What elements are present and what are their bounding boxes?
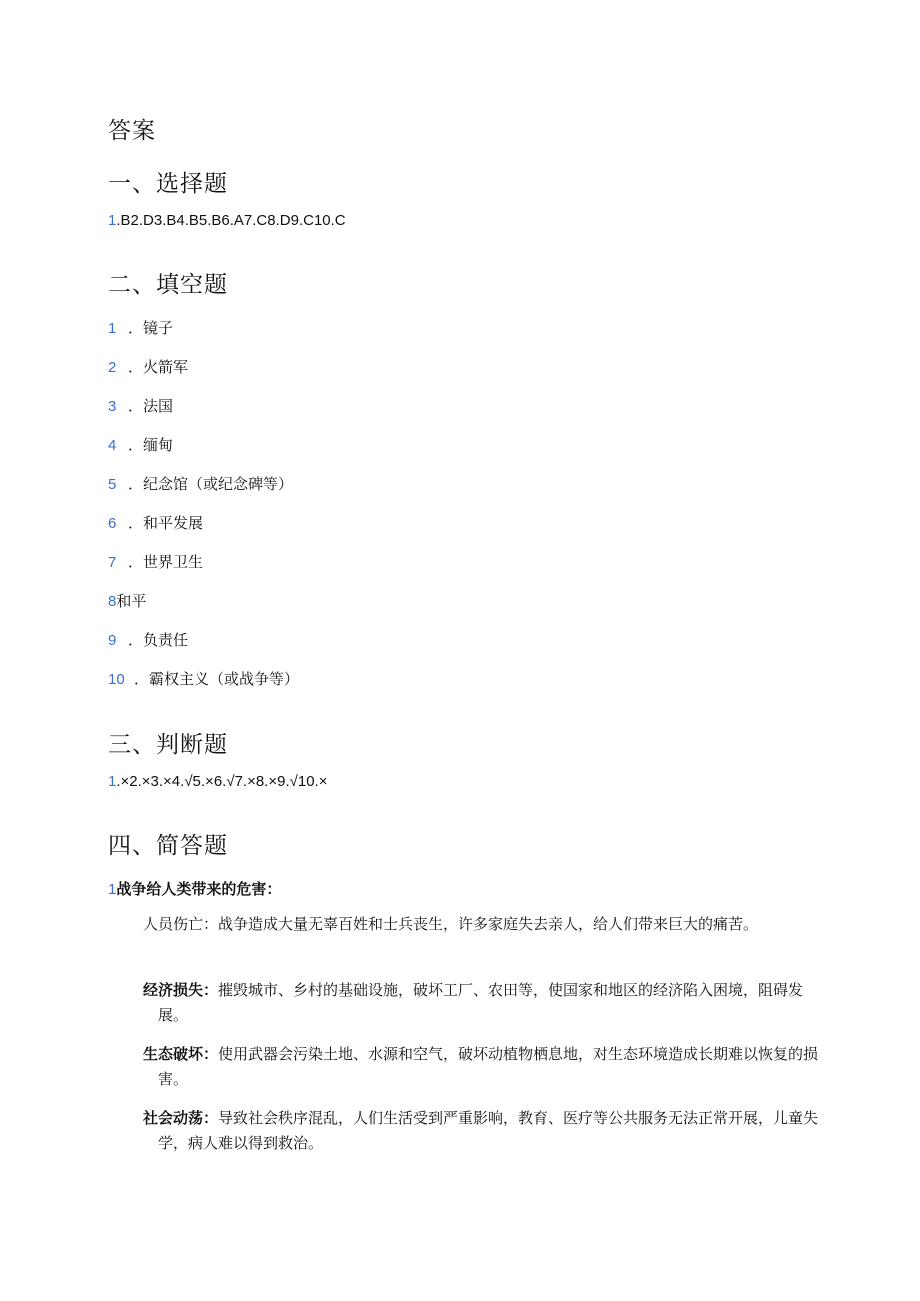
fill-item-number: 4 bbox=[108, 437, 117, 454]
choice-answers-text: .B2.D3.B4.B5.B6.A7.C8.D9.C10.C bbox=[116, 212, 346, 229]
fill-item bbox=[108, 512, 203, 533]
fill-item-number: 1 bbox=[108, 320, 117, 337]
section-heading-fill: 二、填空题 bbox=[108, 272, 228, 298]
fill-item bbox=[108, 668, 299, 689]
fill-item-text: ．和平发展 bbox=[128, 514, 204, 532]
fill-item-number: 9 bbox=[108, 632, 117, 649]
fill-item-number: 2 bbox=[108, 359, 117, 376]
judge-answers bbox=[108, 773, 327, 790]
short-point-text: 人员伤亡：战争造成大量无辜百姓和士兵丧生，许多家庭失去亲人，给人们带来巨大的痛苦。 bbox=[143, 915, 759, 933]
fill-item-number: 8 bbox=[108, 593, 117, 610]
short-point bbox=[143, 1042, 820, 1092]
choice-answers-number: 1 bbox=[108, 212, 117, 229]
fill-item bbox=[108, 629, 188, 650]
fill-item-text: ．纪念馆（或纪念碑等） bbox=[128, 475, 294, 493]
fill-item-number: 3 bbox=[108, 398, 117, 415]
fill-item-number: 6 bbox=[108, 515, 117, 532]
fill-item-text: ．负责任 bbox=[128, 631, 189, 649]
fill-item-text: 和平 bbox=[116, 592, 147, 610]
fill-item bbox=[108, 356, 188, 377]
section-heading-judge: 三、判断题 bbox=[108, 732, 228, 758]
fill-item-text: ．法国 bbox=[128, 397, 174, 415]
fill-item-number: 7 bbox=[108, 554, 117, 571]
short-point-text: 摧毁城市、乡村的基础设施，破坏工厂、农田等，使国家和地区的经济陷入困境，阻碍发展。 bbox=[158, 981, 804, 1024]
fill-item-text: ．火箭军 bbox=[128, 358, 189, 376]
fill-item bbox=[108, 434, 173, 455]
fill-item-number: 10 bbox=[108, 671, 125, 688]
fill-item bbox=[108, 590, 146, 611]
short-question-number: 1 bbox=[108, 881, 117, 898]
section-heading-choice: 一、选择题 bbox=[108, 171, 228, 197]
short-point bbox=[143, 1106, 820, 1156]
section-heading-short: 四、简答题 bbox=[108, 833, 228, 859]
fill-item-text: ．缅甸 bbox=[128, 436, 174, 454]
fill-item bbox=[108, 473, 293, 494]
judge-answers-text: .×2.×3.×4.√5.×6.√7.×8.×9.√10.× bbox=[116, 773, 328, 790]
short-point-label: 生态破坏： bbox=[143, 1045, 219, 1063]
fill-item-text: ．世界卫生 bbox=[128, 553, 204, 571]
judge-answers-number: 1 bbox=[108, 773, 117, 790]
short-point-label: 社会动荡： bbox=[143, 1109, 219, 1127]
short-question bbox=[108, 878, 281, 899]
fill-item bbox=[108, 317, 173, 338]
fill-item-text: ．镜子 bbox=[128, 319, 174, 337]
short-point-text: 使用武器会污染土地、水源和空气，破坏动植物栖息地，对生态环境造成长期难以恢复的损害。 bbox=[158, 1045, 819, 1088]
short-point-text: 导致社会秩序混乱，人们生活受到严重影响，教育、医疗等公共服务无法正常开展，儿童失学，病人难以得到救治。 bbox=[158, 1109, 819, 1152]
short-question-text: 战争给人类带来的危害： bbox=[116, 880, 282, 898]
fill-item-number: 5 bbox=[108, 476, 117, 493]
choice-answers bbox=[108, 212, 346, 229]
short-point bbox=[143, 912, 820, 937]
short-point bbox=[143, 978, 820, 1028]
page-title: 答案 bbox=[108, 118, 156, 144]
fill-item bbox=[108, 551, 203, 572]
short-point-label: 经济损失： bbox=[143, 981, 219, 999]
fill-item bbox=[108, 395, 173, 416]
fill-item-text: ．霸权主义（或战争等） bbox=[134, 670, 300, 688]
